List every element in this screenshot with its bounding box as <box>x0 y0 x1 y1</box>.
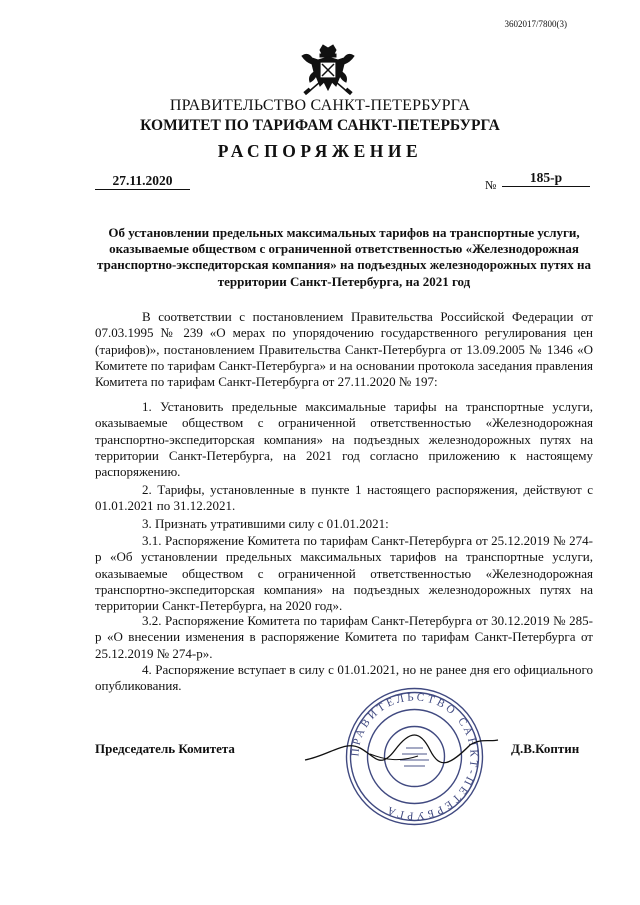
item-1-text: 1. Установить предельные максимальные тарифы на транспортные услуги, оказываемые обществом с ограниченной ответственностью «Железнодорожная транспортно-экспедиторская компания» на подъездных железнодорожных путях на территории Санкт-Петербурга, на 2021 год согласно приложению к настоящему распоряжению. <box>95 399 593 480</box>
order-date: 27.11.2020 <box>95 173 190 190</box>
order-subject: Об установлении предельных максимальных тарифов на транспортные услуги, оказываемые обществом с ограниченной ответственностью «Железнодорожная транспортно-экспедиторская компания» на подъездных железнодорожных путях на территории Санкт-Петербурга, на 2021 год <box>97 225 591 289</box>
government-name: ПРАВИТЕЛЬСТВО САНКТ-ПЕТЕРБУРГА <box>169 97 471 114</box>
order-number: 185-р <box>502 170 590 187</box>
item-4-text: 4. Распоряжение вступает в силу с 01.01.2021, но не ранее дня его официального опубликования. <box>95 662 593 694</box>
document-type: РАСПОРЯЖЕНИЕ <box>217 141 423 161</box>
item-3-paragraph <box>95 516 593 532</box>
committee-name: КОМИТЕТ ПО ТАРИФАМ САНКТ-ПЕТЕРБУРГА <box>140 117 500 134</box>
item-3-text: 3. Признать утратившими силу с 01.01.2021: <box>142 516 389 531</box>
preamble-text: В соответствии с постановлением Правительства Российской Федерации от 07.03.1995 № 239 «О мерах по упорядочению государственного регулирования цен (тарифов)», постановлением Правительства Санкт-Петербурга от 13.09.2005 № 1346 «О Комитете по тарифам Санкт-Петербурга» и на основании протокола заседания правления Комитета по тарифам Санкт-Петербурга от 27.11.2020 № 197: <box>95 309 593 390</box>
item-2-text: 2. Тарифы, установленные в пункте 1 настоящего распоряжения, действуют с 01.01.2021 по 31.12.2021. <box>95 482 593 514</box>
number-sign: № <box>485 178 497 192</box>
item-3-1-paragraph <box>95 533 593 614</box>
item-3-2-paragraph <box>95 613 593 662</box>
item-3-1-text: 3.1. Распоряжение Комитета по тарифам Санкт-Петербурга от 25.12.2019 № 274-р «Об установлении предельных максимальных тарифов на транспортные услуги, оказываемые обществом с ограниченной ответственностью «Железнодорожная транспортно-экспедиторская компания» на подъездных железнодорожных путях на территории Санкт-Петербурга, на 2020 год». <box>95 533 593 614</box>
item-1-paragraph <box>95 399 593 480</box>
document-number: 3602017/7800(3) <box>504 19 567 29</box>
chairman-position: Председатель Комитета <box>95 741 235 756</box>
coat-of-arms-emblem <box>298 42 358 100</box>
item-3-2-text: 3.2. Распоряжение Комитета по тарифам Санкт-Петербурга от 30.12.2019 № 285-р «О внесении изменения в распоряжение Комитета по тарифам Санкт-Петербурга от 25.12.2019 № 274-р». <box>95 613 593 661</box>
signer-name: Д.В.Коптин <box>511 741 580 756</box>
item-2-paragraph <box>95 482 593 515</box>
handwritten-signature <box>300 720 500 780</box>
seal-text: ПРАВИТЕЛЬСТВО САНКТ-ПЕТЕРБУРГА <box>349 691 480 822</box>
preamble-paragraph <box>95 309 593 390</box>
